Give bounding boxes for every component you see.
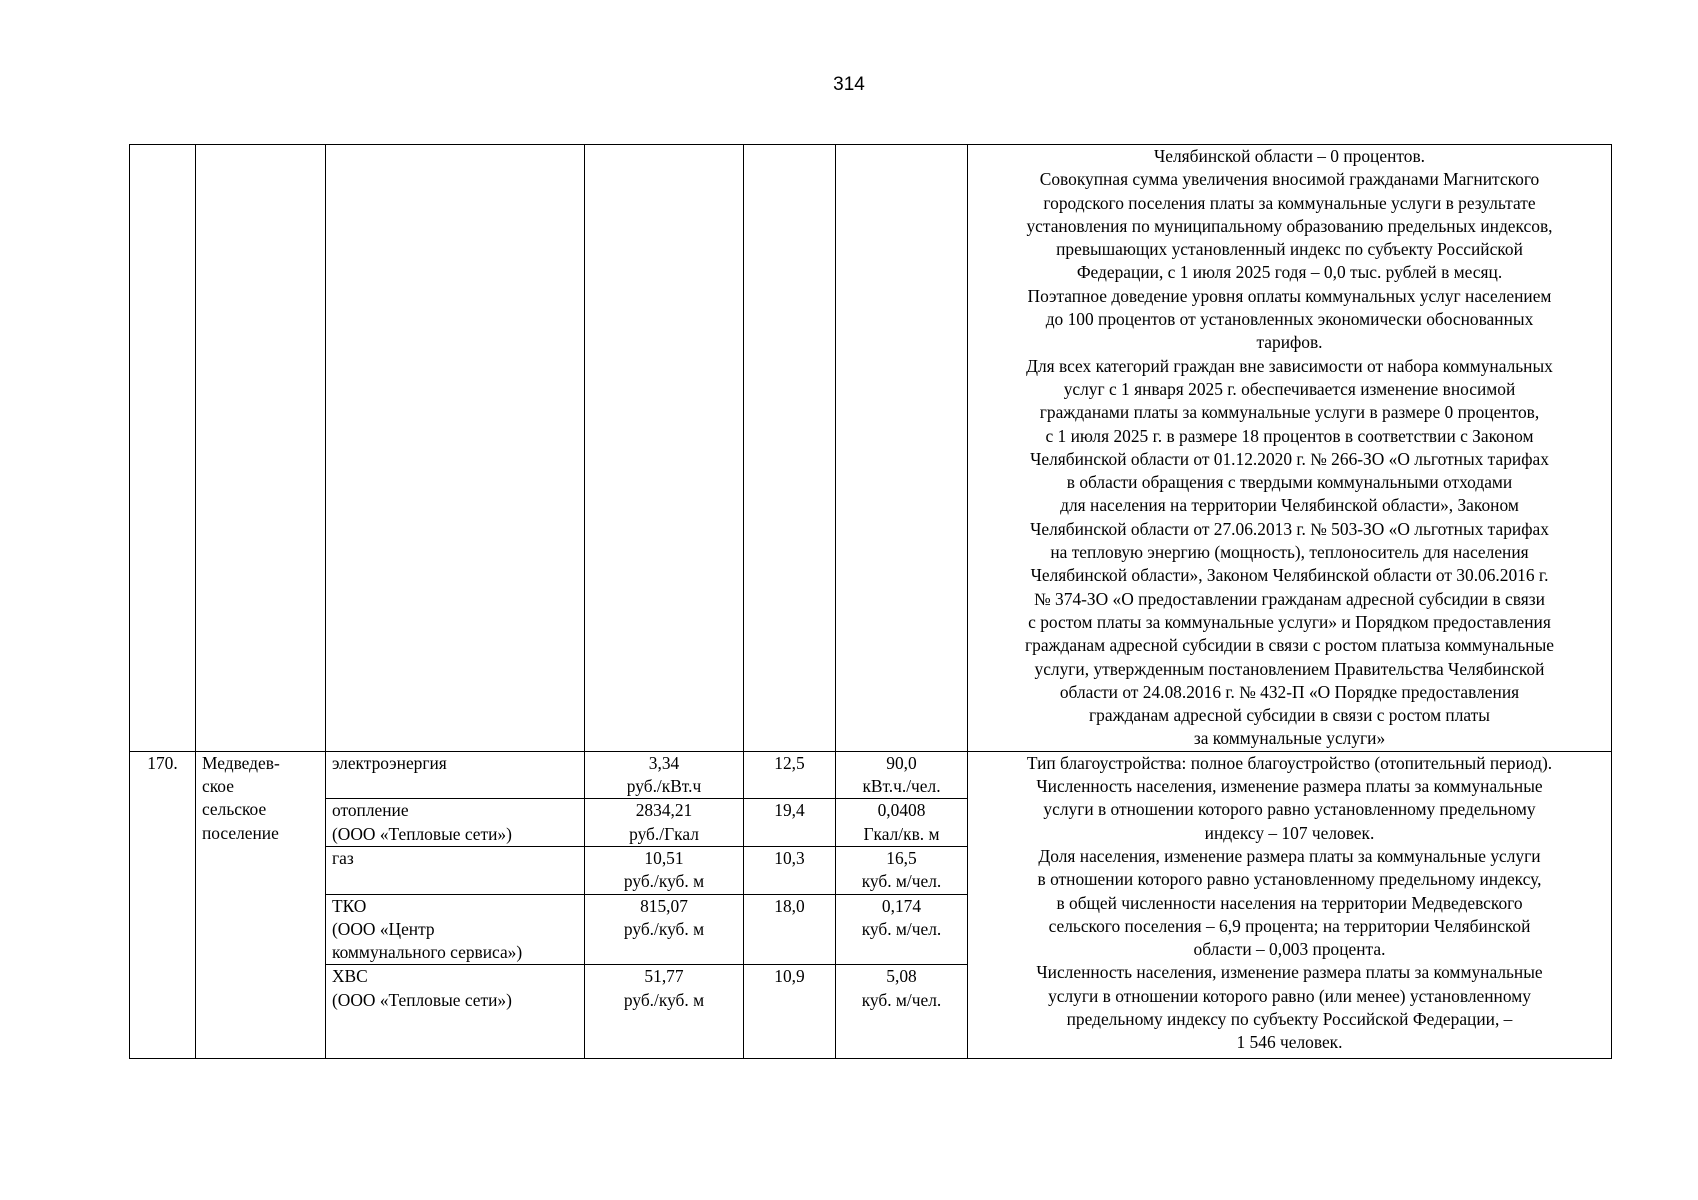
service-name: ТКО (ООО «Центр коммунального сервиса»)	[326, 894, 585, 965]
entry-number: 170.	[130, 751, 196, 1059]
service-index: 10,9	[744, 965, 836, 1059]
service-index: 10,3	[744, 846, 836, 894]
cont-tariff-cell	[585, 145, 744, 752]
service-index: 18,0	[744, 894, 836, 965]
cont-municipality-cell	[196, 145, 326, 752]
page-number: 314	[833, 74, 865, 95]
service-name: газ	[326, 846, 585, 894]
service-index: 12,5	[744, 751, 836, 799]
entry-description: Тип благоустройства: полное благоустройство (отопительный период). Численность населения, изменение размера платы за коммунальные услуги в отношении которого равно установленному предельному индексу – 107 человек. Доля населения, изменение размера платы за коммунальные услуги в отношении которого равно установленному предельному индексу, в общей численности населения на территории Медведевского сельского поселения – 6,9 процента; на территории Челябинской области – 0,003 процента. Численность населения, изменение размера платы за коммунальные услуги в отношении которого равно (или менее) установленному предельному индексу по субъекту Российской Федерации, – 1 546 человек.	[968, 751, 1612, 1059]
service-norm: 0,0408 Гкал/кв. м	[836, 799, 968, 847]
service-index: 19,4	[744, 799, 836, 847]
cont-service-cell	[326, 145, 585, 752]
cont-index-cell	[744, 145, 836, 752]
service-norm: 90,0 кВт.ч./чел.	[836, 751, 968, 799]
cont-description-cell: Челябинской области – 0 процентов. Совокупная сумма увеличения вносимой гражданами Магнитского городского поселения платы за коммунальные услуги в результате установления по муниципальному образованию предельных индексов, превышающих установленный индекс по субъекту Российской Федерации, с 1 июля 2025 годя – 0,0 тыс. рублей в месяц. Поэтапное доведение уровня оплаты коммунальных услуг населением до 100 процентов от установленных экономически обоснованных тарифов. Для всех категорий граждан вне зависимости от набора коммунальных услуг с 1 января 2025 г. обеспечивается изменение вносимой гражданами платы за коммунальные услуги в размере 0 процентов, с 1 июля 2025 г. в размере 18 процентов в соответствии с Законом Челябинской области от 01.12.2020 г. № 266-ЗО «О льготных тарифах в области обращения с твердыми коммунальными отходами для населения на территории Челябинской области», Законом Челябинской области от 27.06.2013 г. № 503-ЗО «О льготных тарифах на тепловую энергию (мощность), теплоноситель для населения Челябинской области», Законом Челябинской области от 30.06.2016 г. № 374-ЗО «О предоставлении гражданам адресной субсидии в связи с ростом платы за коммунальные услуги» и Порядком предоставления гражданам адресной субсидии в связи с ростом платыза коммунальные услуги, утвержденным постановлением Правительства Челябинской области от 24.08.2016 г. № 432-П «О Порядке предоставления гражданам адресной субсидии в связи с ростом платы за коммунальные услуги»	[968, 145, 1612, 752]
service-tariff: 3,34 руб./кВт.ч	[585, 751, 744, 799]
service-name: электроэнергия	[326, 751, 585, 799]
entry-row	[130, 751, 1612, 799]
service-norm: 5,08 куб. м/чел.	[836, 965, 968, 1059]
service-name: ХВС (ООО «Тепловые сети»)	[326, 965, 585, 1059]
service-tariff: 51,77 руб./куб. м	[585, 965, 744, 1059]
service-name: отопление (ООО «Тепловые сети»)	[326, 799, 585, 847]
entry-municipality: Медведев- ское сельское поселение	[196, 751, 326, 1059]
service-norm: 0,174 куб. м/чел.	[836, 894, 968, 965]
service-tariff: 2834,21 руб./Гкал	[585, 799, 744, 847]
tariff-table	[129, 144, 1612, 1059]
cont-number-cell	[130, 145, 196, 752]
service-tariff: 815,07 руб./куб. м	[585, 894, 744, 965]
service-tariff: 10,51 руб./куб. м	[585, 846, 744, 894]
continuation-row	[130, 145, 1612, 752]
service-norm: 16,5 куб. м/чел.	[836, 846, 968, 894]
cont-norm-cell	[836, 145, 968, 752]
